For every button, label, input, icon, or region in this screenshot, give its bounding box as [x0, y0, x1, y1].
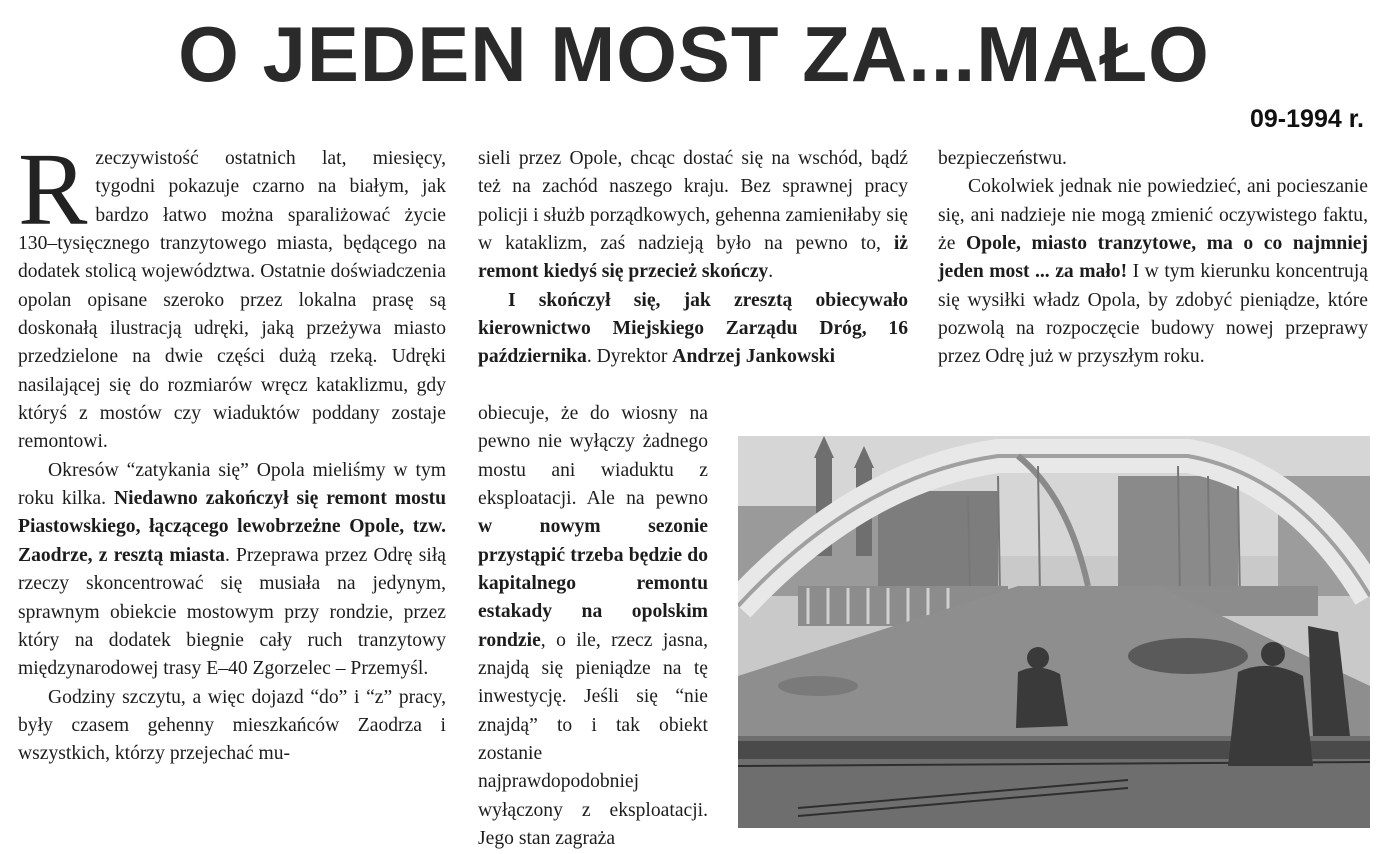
bridge-photo-illustration: [738, 436, 1370, 828]
paragraph-text: I w tym kierunku koncentrują się wysiłki władz Opola, by zdobyć pieniądze, które pozwolą na rozpoczęcie budowy nowej przeprawy przez Odrę już w przyszłym roku.: [938, 261, 1368, 368]
paragraph-text: Cokolwiek jednak nie powiedzieć, ani pocieszanie się, ani nadzieje nie mogą zmienić oczywistego faktu, że: [938, 176, 1368, 255]
drop-cap: R: [18, 132, 88, 247]
paragraph-text: . Przeprawa przez Odrę siłą rzeczy skoncentrować się musiała na jedynym, sprawnym obiekcie mostowym przy rondzie, przez który na dodatek biegnie cały ruch tranzytowy międzynarodowej trasy E–40 Zgorzelec – Przemyśl.: [18, 544, 446, 680]
paragraph-text: obiecuje, że do wiosny na pewno nie wyłączy żadnego mostu ani wiaduktu z eksploatacji. Ale na pewno: [478, 403, 708, 510]
paragraph-repair-finished: [478, 287, 908, 372]
article-headline: O JEDEN MOST ZA...MAŁO: [178, 10, 1210, 98]
article-column-1: [18, 132, 447, 769]
bold-text: Andrzej Jankowski: [672, 346, 836, 368]
bold-text: w nowym sezonie przystąpić trzeba będzie do kapitalnego remontu estakady na opolskim rondzie: [478, 516, 708, 651]
paragraph-continuation: [478, 145, 908, 287]
publication-date: 09-1994 r.: [1250, 105, 1364, 133]
paragraph-bridge-repair: [18, 457, 446, 684]
paragraph-safety: bezpieczeństwu.: [938, 148, 1067, 169]
paragraph-text: zeczywistość ostatnich lat, miesięcy, tygodni pokazuje czarno na białym, jak bardzo łatwo można sparaliżować życie 130–tysięcznego tranzytowego miasta, będącego na dodatek stolicą województwa. Ostatnie doświadczenia opolan opisane szeroko przez lokalna prasę są doskonałą ilustracją udręki, jaką przeżywa miasto przedzielone na dwie części dużą rzeką. Udręki nasilającej się do rozmiarów wręcz kataklizmu, gdy któryś z mostów czy wiaduktów poddany zostaje remontowi.: [18, 148, 446, 453]
paragraph-text: sieli przez Opole, chcąc dostać się na wschód, bądź też na zachód naszego kraju. Bez sprawnej pracy policji i służb porządkowych, gehenna zamieniłaby się w kataklizm, zaś nadzieją było na pewno to,: [478, 148, 908, 255]
bold-text: Opole, miasto tranzytowe, ma o co najmniej jeden most ... za mało!: [938, 233, 1368, 283]
paragraph-text: , o ile, rzecz jasna, znajdą się pieniądze na tę inwestycję. Jeśli się “nie znajdą” to i tak obiekt zostanie najprawdopodobniej wyłączony z eksploatacji. Jego stan zagraża: [478, 629, 708, 850]
paragraph-text: .: [768, 261, 774, 283]
bold-text: I skończył się, jak zresztą obiecywało kierownictwo Miejskiego Zarządu Dróg, 16 października: [478, 289, 908, 368]
bold-text: iż remont kiedyś się przecież skończy: [478, 233, 908, 283]
paragraph-intro: [18, 132, 446, 457]
article-column-3: [938, 145, 1368, 372]
article-column-2-narrow: [478, 400, 708, 854]
paragraph-conclusion: [938, 173, 1368, 371]
paragraph-rush-hours: Godziny szczytu, a więc dojazd “do” i “z” pracy, były czasem gehenny mieszkańców Zaodrza i wszystkich, którzy przejechać mu-: [18, 686, 446, 765]
paragraph-director-promise: [478, 400, 708, 854]
bridge-repair-photo: [738, 436, 1370, 828]
bold-text: Niedawno zakończył się remont mostu Piastowskiego, łączącego lewobrzeżne Opole, tzw. Zaodrze, z resztą miasta: [18, 488, 447, 566]
article-column-2: [478, 145, 908, 372]
paragraph-text: . Dyrektor: [586, 346, 673, 368]
paragraph-text: Okresów “zatykania się” Opola mieliśmy w tym roku kilka.: [18, 459, 446, 510]
